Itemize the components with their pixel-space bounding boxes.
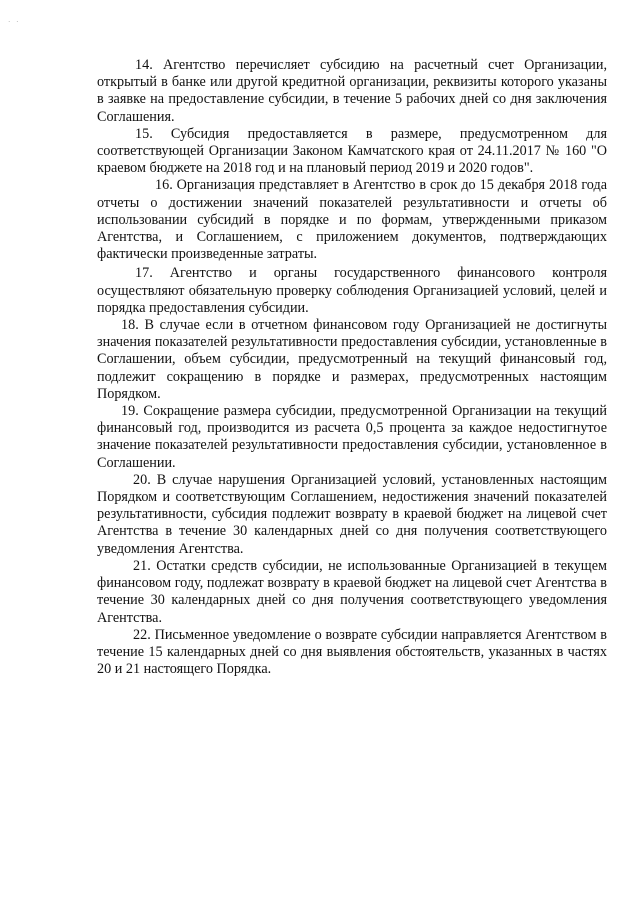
clause-18: 18. В случае если в отчетном финансовом году Организацией не достигнуты значения показателей результативности предоставления субсидии, установленные в Соглашении, объем субсидии, предусмотренный на текущий финансовый год, подлежит сокращению в порядке и размерах, предусмотренных настоящим Порядком. xyxy=(97,317,607,402)
clause-19: 19. Сокращение размера субсидии, предусмотренной Организации на текущий финансовый год, производится из расчета 0,5 процента за каждое недостигнутое значение показателей результативности предоставления субсидии, установленное в Соглашении. xyxy=(97,403,607,471)
clause-16: 16. Организация представляет в Агентство в срок до 15 декабря 2018 года отчеты о достижении значений показателей результативности и отчеты об использовании субсидий в порядке и по формам, утвержденными приказом Агентства, и Соглашением, с приложением документов, подтверждающих фактически произведенные затраты. xyxy=(97,177,607,263)
clause-22: 22. Письменное уведомление о возврате субсидии направляется Агентством в течение 15 календарных дней со дня выявления обстоятельств, указанных в частях 20 и 21 настоящего Порядка. xyxy=(97,626,607,678)
clause-20: 20. В случае нарушения Организацией условий, установленных настоящим Порядком и соответствующим Соглашением, недостижения значений показателей результативности, субсидия подлежит возврату в краевой бюджет на лицевой счет Агентства в течение 30 календарных дней со дня получения соответствующего уведомления Агентства. xyxy=(97,471,607,557)
document-body xyxy=(97,57,607,678)
clause-14: 14. Агентство перечисляет субсидию на расчетный счет Организации, открытый в банке или другой кредитной организации, реквизиты которого указаны в заявке на предоставление субсидии, в течение 5 рабочих дней со дня заключения Соглашения. xyxy=(97,57,607,125)
clause-21: 21. Остатки средств субсидии, не использованные Организацией в текущем финансовом году, подлежат возврату в краевой бюджет на лицевой счет Агентства в течение 30 календарных дней со дня получения соответствующего уведомления Агентства. xyxy=(97,557,607,626)
clause-17: 17. Агентство и органы государственного финансового контроля осуществляют обязательную проверку соблюдения Организацией условий, целей и порядка предоставления субсидии. xyxy=(97,265,607,316)
clause-15: 15. Субсидия предоставляется в размере, предусмотренном для соответствующей Организации Законом Камчатского края от 24.11.2017 № 160 "О краевом бюджете на 2018 год и на плановый период 2019 и 2020 годов". xyxy=(97,125,607,177)
scan-corner-mark: · · xyxy=(8,18,21,26)
